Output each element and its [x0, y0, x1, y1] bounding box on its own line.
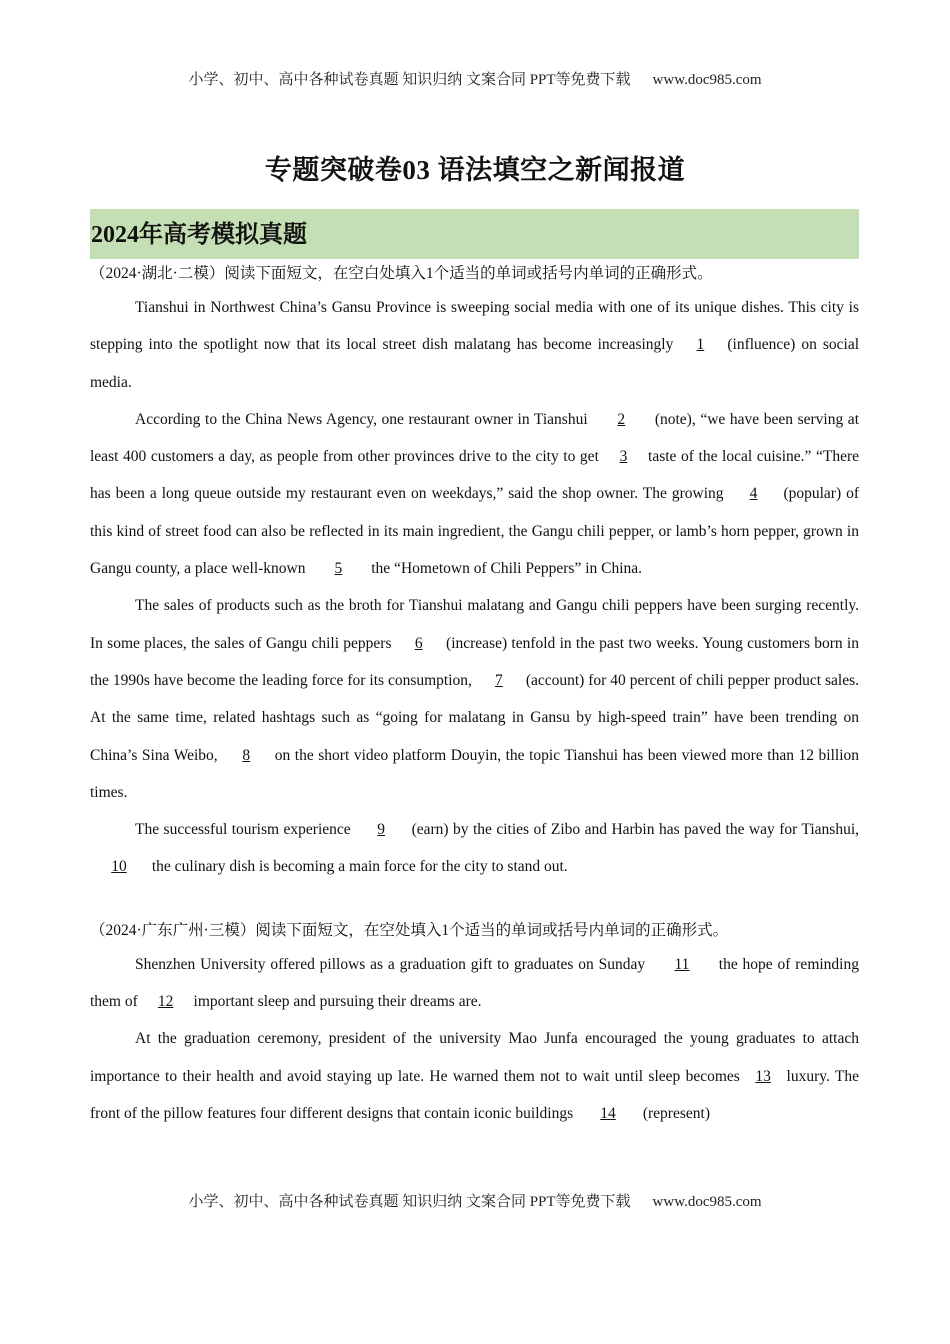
passage-divider: [90, 886, 859, 916]
answer-blank-7: 7: [495, 671, 503, 689]
text-run: (account) for 40 percent of chili pepper product sales. At the same time, related hashtags such as “going for malatang in Gansu by high-speed train” have been trending on China’s Sina Weibo,: [90, 671, 859, 764]
passage1-paragraph-1: [90, 289, 859, 401]
text-run: luxury. The front of the pillow features four different designs that contain iconic buildings: [90, 1067, 859, 1122]
text-run: (note), “we have been serving at least 400 customers a day, as people from other provinces drive to the city to get: [90, 410, 859, 466]
page-title: 专题突破卷03 语法填空之新闻报道: [264, 155, 686, 185]
header-url[interactable]: www.doc985.com: [652, 72, 762, 88]
text-run: The successful tourism experience: [135, 821, 356, 839]
header-text: 小学、初中、高中各种试卷真题 知识归纳 文案合同 PPT等免费下载: [188, 72, 631, 88]
answer-blank-9: 9: [377, 821, 385, 839]
passage1-instructions: （2024·湖北·二模）阅读下面短文，在空白处填入1个适当的单词或括号内单词的正确形式。: [90, 265, 713, 282]
footer-url[interactable]: www.doc985.com: [652, 1194, 762, 1210]
answer-blank-14: 14: [600, 1104, 616, 1122]
text-run: the culinary dish is becoming a main force for the city to stand out.: [148, 858, 568, 876]
text-run: the “Hometown of Chili Peppers” in China.: [367, 560, 643, 578]
text-run: At the graduation ceremony, president of the university Mao Junfa encouraged the young graduates to attach importance to their health and avoid staying up late. He warned them not to wait until sleep becomes: [90, 1030, 859, 1085]
text-run: The sales of products such as the broth for Tianshui malatang and Gangu chili peppers have been surging recently. In some places, the sales of Gangu chili peppers: [90, 597, 859, 652]
text-run: on the short video platform Douyin, the topic Tianshui has been viewed more than 12 billion times.: [90, 746, 860, 801]
answer-blank-3: 3: [619, 448, 628, 466]
answer-blank-13: 13: [755, 1067, 771, 1085]
passage2-paragraph-2: [90, 1020, 859, 1132]
answer-blank-1: 1: [696, 336, 705, 354]
text-run: (influence) on social media.: [90, 336, 859, 391]
text-run: the hope of reminding them of: [90, 955, 859, 1011]
passage2-paragraph-1: [90, 946, 859, 1021]
answer-blank-8: 8: [242, 746, 251, 764]
answer-blank-12: 12: [157, 993, 174, 1011]
section-heading: 2024年高考模拟真题: [90, 209, 859, 259]
answer-blank-11: 11: [674, 955, 690, 973]
text-run: Tianshui in Northwest China’s Gansu Province is sweeping social media with one of its unique dishes. This city is stepping into the spotlight now that its local street dish malatang has become increasingly: [90, 299, 859, 354]
text-run: (represent): [638, 1104, 710, 1122]
answer-blank-6: 6: [414, 634, 423, 652]
passage1-paragraph-4: [90, 811, 859, 886]
document-body: [90, 259, 859, 1132]
answer-blank-5: 5: [334, 560, 343, 578]
answer-blank-2: 2: [617, 410, 626, 428]
page-footer: [0, 1190, 950, 1211]
passage1-paragraph-2: [90, 401, 859, 587]
text-run: According to the China News Agency, one restaurant owner in Tianshui: [135, 410, 593, 428]
footer-text: 小学、初中、高中各种试卷真题 知识归纳 文案合同 PPT等免费下载: [188, 1194, 631, 1210]
text-run: Shenzhen University offered pillows as a graduation gift to graduates on Sunday: [135, 955, 650, 973]
passage1-paragraph-3: [90, 587, 859, 811]
answer-blank-4: 4: [749, 485, 758, 503]
answer-blank-10: 10: [111, 858, 127, 876]
text-run: (popular) of this kind of street food can also be reflected in its main ingredient, the Gangu chili pepper, or lamb’s horn pepper, grown in Gangu county, a place well-known: [90, 485, 859, 578]
page-header: [0, 68, 950, 89]
text-run: important sleep and pursuing their dreams are.: [189, 993, 482, 1011]
text-run: (increase) tenfold in the past two weeks. Young customers born in the 1990s have become the leading force for its consumption,: [90, 634, 859, 689]
text-run: (earn) by the cities of Zibo and Harbin has paved the way for Tianshui,: [407, 821, 860, 839]
text-run: taste of the local cuisine.” “There has been a long queue outside my restaurant even on weekdays,” said the shop owner. The growing: [90, 448, 859, 503]
passage2-instructions: （2024·广东广州·三模）阅读下面短文，在空处填入1个适当的单词或括号内单词的正确形式。: [90, 921, 729, 939]
